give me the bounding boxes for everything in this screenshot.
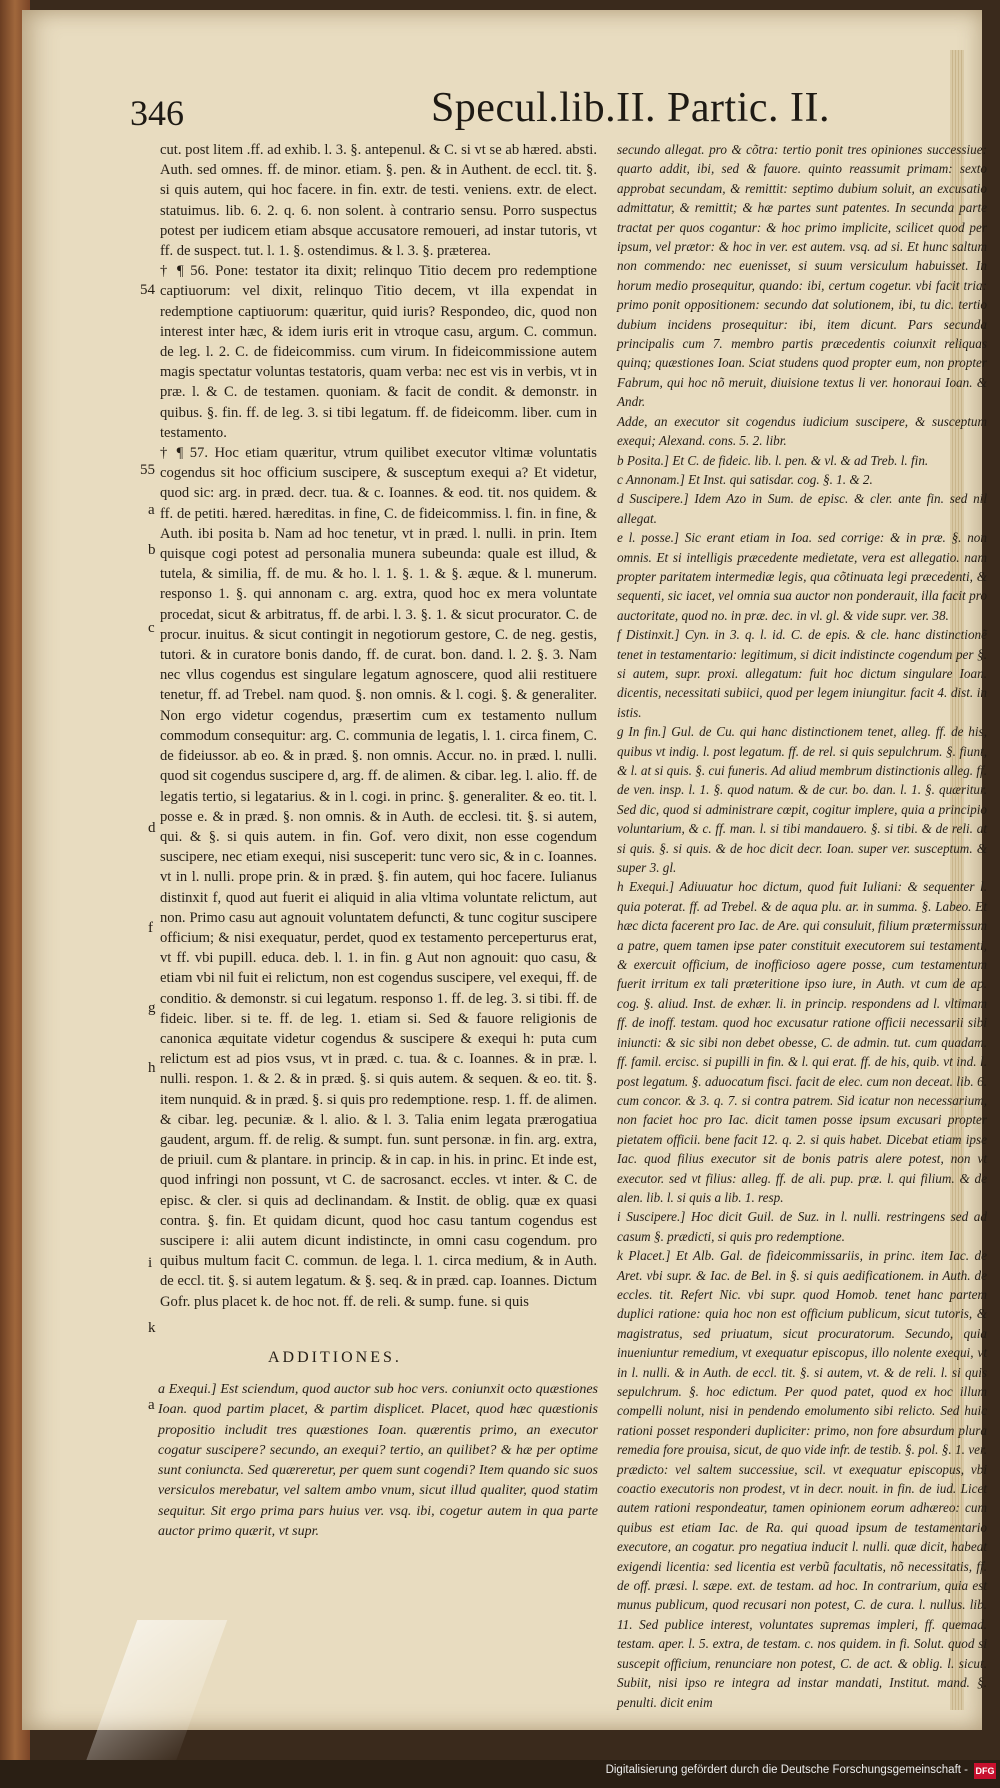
margin-letter-i: i bbox=[148, 1255, 153, 1271]
additions-title: ADDITIONES. bbox=[268, 1349, 402, 1366]
dfg-logo: DFG bbox=[974, 1763, 996, 1779]
margin-letter-g: g bbox=[148, 1000, 156, 1016]
right-paragraph: h Exequi.] Adiuuatur hoc dictum, quod fuit Iuliani: & sequenter l. quia poterat. ff. ad Trebel. & de aqua plu. ar. in summa. §. Labeo. Et hæc dicta facerent pro Iac. de Are. qui consuluit, filium prætermissum a patre, quem tamen ipse pater constituit executorem sui testamenti, & exercuit officium, de inofficioso agere posse, cum testamentum fuerit irritum ex tali præteritione ipso iure, in Auth. vt cum de ap. cog. §. aliud. Inst. de exhær. li. in princip. respondens ad l. vltimam ff. de inoff. testam. quod hoc excusatur ratione officii necessarii sibi iniuncti: & sic sibi non debet obesse, C. de admin. tut. cum quadam. ff. famil. ercisc. si pupilli in fin. & l. qui erat. ff. de his, quib. vt ind. l. post legatum. §. aduocatum fisci. facit de elec. cum non deceat. lib. 6. cum concor. & 3. q. 7. si contra patrem. Sid icatur non necessarium, non faciet hoc pro Iac. dicit tamen posse ipsum excusari propter pietatem officii. bene facit 12. q. 2. si quis habet. Dicebat etiam ipse Iac. quod filius executor sit de bonis patris alere potest, non vt executor. sed vt filius: alleg. ff. de ali. pup. præ. l. qui filium. & de alen. lib. l. si quis a lib. 1. resp. bbox=[617, 879, 987, 1205]
right-paragraph: d Suscipere.] Idem Azo in Sum. de episc. & cler. ante fin. sed nil allegat. bbox=[617, 491, 987, 526]
margin-number-55: 55 bbox=[140, 462, 155, 478]
right-paragraph: b Posita.] Et C. de fideic. lib. l. pen. & vl. & ad Treb. l. fin. bbox=[617, 452, 929, 468]
right-paragraph: f Distinxit.] Cyn. in 3. q. l. id. C. de epis. & cle. hanc distinctionẽ tenet in testamentario: legitimum, si dicit indistincte cogendum per §. si autem, supr. proxi. allegatum: fuit hoc dictum singulare Ioan. dicentis, necessitati subiici, quod per legem iniungitur. facit 4. dist. in istis. bbox=[617, 627, 987, 720]
margin-letter-k: k bbox=[148, 1320, 156, 1336]
left-paragraph: cut. post litem .ff. ad exhib. l. 3. §. antepenul. & C. si vt se ab hæred. absti. Auth. sed omnes. ff. de minor. etiam. §. pen. & in Authent. de eccl. tit. §. si quis autem, qui hoc facere. in fin. extr. de testi. veniens. extr. de elect. statuimus. lib. 6. 2. q. 6. non solent. à contrario sensu. Porro suspectus potest per iudicem etiam absque accusatore remoueri, ad instar tutoris, vt ff. de suspect. tut. l. 1. §. ostendimus. & l. 3. §. præterea. bbox=[160, 142, 597, 260]
margin-letter-a-additions: a bbox=[148, 1397, 155, 1413]
right-paragraph: k Placet.] Et Alb. Gal. de fideicommissariis, in princ. item Iac. de Aret. vbi supr. & Iac. de Bel. in §. si quis aedificationem. in Auth. de eccles. tit. Refert Nic. vbi supr. quod Homob. tenet hanc partem duplici ratione: quia hoc non est officium publicum, sicut tutoris, & magistratus, sed priuatum, sicut procuratorum. Secundo, quia inueniuntur remedium, vt exequatur episcopus, illo nolente exequi, vt in l. nulli. & in Auth. de eccl. tit. §. si autem, vt. & de reli. l. si quis sepulchrum. §. hoc edictum. Per quod patet, quod ex hoc illum compelli nolunt, nisi in pendendo emolumento sibi relicto. Sed huic rationi posset responderi dupliciter: primo, non fore absurdum plura remedia fore prouisa, sicut, de quo vide infr. de testib. §. pol. §. 1. ver. prædicto: vel saltem successiue, scil. vt exequatur episcopus, vbi coactio executoris non prodest, vt in decr. nouit. in fin. de iud. Licet autem rationi respondeatur, tamen opinionem eorum adhæreo: cum quibus est etiam Iac. de Ra. qui quoad ipsum de testamentario executore, an cogatur. pro negatiua inducit l. nulli. quæ dicit, habeat exigendi licentia: sed licentia est verbũ facultatis, nõ necessitatis, ff. de off. præsi. l. sæpe. ext. de testam. ad hoc. In contrarium, quia est munus publicum, quod recusari non potest, C. de cura. l. nullus. lib. 11. Sed publice interest, voluntates supremas impleri, ff. quemad. testam. aper. l. 5. extra, de testam. c. nos quidem. in fi. Solut. quod si suscepit officium, renunciare non potest, C. de act. & oblig. l. sicut. Subiit, nisi ipso re integra ad instar mandati, Institut. mand. §. penulti. dicit enim bbox=[617, 1248, 987, 1710]
right-paragraph: secundo allegat. pro & cõtra: tertio ponit tres opiniones successiue: quarto addit, ibi, sed & fauore. quinto reassumit primam: sexto approbat secundam, & remittit: septimo dubium soluit, an excusatio admittatur, & remittit; & hæ partes sunt patentes. In secunda parte tractat per quos cogantur: & hoc primo implicite, scilicet quod per ipsum, vel prætor: & hoc in ver. est autem. vsq. ad si. Et hunc saltum non commendo: nec euenisset, si suum versiculum habuisset. In horum medio prosequitur, quando: ibi, certum cogetur. vbi facit tria: primo ponit oppositionem: secundo dat solutionem, ibi, tu dic. tertio dubium incidens prosequitur: ibi, item dicunt. Pars secunda principalis cum 7. membro partis præcedentis coiunxit reliquas quinq; quæstiones Ioan. Sciat studens quod propter eum, non propter Fabrum, qui hoc nõ meruit, diuisione textus li ver. honoraui Ioan. & Andr. bbox=[617, 142, 987, 410]
right-paragraph: e l. posse.] Sic erant etiam in Ioa. sed corrige: & in præ. §. non omnis. Et si intelligis præcedente medietate, vera est allegatio. nam propter paritatem intermediæ legis, qua cõtinuata legi præcedenti, & sequenti, sic iacet, vel omnia sua auctor non ponderauit, illa facit pro auctoritate, quod no. in præ. dec. in vl. gl. & vide supr. ver. 38. bbox=[617, 530, 987, 623]
page-number: 346 bbox=[130, 93, 184, 133]
margin-letter-f: f bbox=[148, 920, 153, 936]
right-paragraph: c Annonam.] Et Inst. qui satisdar. cog. §. 1. & 2. bbox=[617, 471, 873, 487]
margin-letter-a: a bbox=[148, 502, 155, 518]
additions-column bbox=[158, 1380, 598, 1580]
margin-letter-h: h bbox=[148, 1060, 156, 1076]
additions-paragraph: a Exequi.] Est sciendum, quod auctor sub hoc vers. coniunxit octo quæstiones Ioan. quod partim placet, & partim displicet. Placet, quod hæc quæstionis propositio includit tres quæstiones Ioan. quærentis primo, an executor cogatur suscipere? secundo, an exequi? tertio, an quilibet? & hæ per optime sunt coniuncta. Sed quæreretur, per quem sunt cogendi? Item quando sic suos versiculos merebatur, vel saltem ambo vnum, sicut illud qualiter, quod statim sequitur. Sit ergo prima pars huius ver. vsq. ibi, cogetur autem in qua parte auctor primo quærit, vt supr. bbox=[158, 1382, 598, 1540]
left-column bbox=[160, 140, 597, 1440]
left-paragraph: † ¶ 57. Hoc etiam quæritur, vtrum quilibet executor vltimæ voluntatis cogendus sit hoc officium suscipere, & susceptum exequi a? Et videtur, quod sic: arg. in præd. decr. tua. & c. Ioannes. & eod. tit. nos quidem. & ff. de petiti. hæred. hæreditas. in fine, C. de fideicommiss. l. fin. in fine, & Auth. ibi posita b. Nam ad hoc tenetur, vt in præd. l. nulli. in prin. Item quisque cogi potest ad personalia munera subeunda: quale est illud, & tutela, & similia, ff. de mu. & ho. l. 1. §. 1. & §. æque. & l. munerum. responso 1. §. qui annonam c. arg. extra, quod hoc ex mera voluntate procedat, sicut & arbitratus, ff. de arbi. l. 3. §. 1. & sicut procurator. C. de procur. inuitus. & sicut contingit in negotiorum gestore, C. de neg. gestis, tutori. & in curatore bonis dando, ff. de curat. bon. dand. l. 2. §. 3. Nam nec vllus cogendus est singulare legatum agnoscere, quod alii restituere tenetur, ff. ad Trebel. nam quod. §. non omnis. & l. cogi. §. & generaliter. Non ergo videtur cogendus, præsertim cum ex testamento nullum commodum consequitur: arg. C. communia de legatis, l. 1. circa finem, C. de fideiussor. ab eo. & in præd. §. non omnis. Accur. no. in præd. l. nulli. quod sit cogendus suscipere d, arg. ff. de alimen. & cibar. leg. l. alio. ff. de legatis tertio, si legatarius. & in l. cogi. in princ. §. generaliter. & eo. tit. l. posse e. & in præd. §. non omnis. & in Auth. de ecclesi. tit. §. si autem, qui. & §. si quis autem. in fin. Gof. vero dixit, non esse cogendum suscipere, nec etiam exequi, nisi susceperit: tunc vero sic, & in c. Ioannes. vt in l. nulli. prope prin. & in præd. §. fin autem, qui hoc facere. Iulianus distinxit f, quod aut fuerit ei aliquid in alia vltima voluntate relictum, aut non. Primo casu aut agnouit voluntatem defuncti, & tunc cogitur suscipere officium; & nisi exequatur, perdet, quod ex testamento perceperturus erat, vt ff. vbi pupill. educa. deb. l. 1. in fin. g Aut non agnouit: quo casu, & etiam vbi nil fuit ei relictum, non est cogendus suscipere, vel exequi, ff. de conditio. & demonstr. si cui legatum. responso 1. ff. de leg. 3. si tibi. ff. de fideic. liber. si te. ff. de leg. 1. etiam si. Sed & fauore religionis de canonica æquitate videtur cogendus & suscipere & exequi h: puta cum relictum est ad pios vsus, vt in præd. c. tua. & c. Ioannes. & in præ. l. nulli. respon. 1. & 2. & in præd. §. si quis autem. & sequen. & eo. tit. §. item nunquid. & in præd. §. si quis pro redemptione. resp. 1. ff. de alimen. & cibar. leg. pecuniæ. & l. alio. & l. 3. Talia enim legata prærogatiua gaudent, argum. ff. de relig. & sumpt. fun. sunt personæ. in fin. arg. extra, de priuil. cum & plantare. in princip. & in cap. in his. in princ. Et inde est, quod infringi non possunt, vt C. de sacrosanct. eccles. vt inter. & C. de episc. & cler. si quis ad declinandam. & Instit. de oblig. quæ ex quasi contra. §. fin. Et quidam dicunt, quod hoc casu tantum cogendus est suscipere i: alii autem dicunt indistincte, in omni casu cogendum. pro quibus multum facit C. commun. de lega. l. 1. circa medium, & in Auth. de eccl. tit. §. si autem legatum. & §. seq. & in præd. cap. Ioannes. Dictum Gofr. plus placet k. de hoc not. ff. de reli. & sump. fune. si quis bbox=[160, 445, 597, 1310]
margin-number-54: 54 bbox=[140, 282, 155, 298]
right-paragraph: g In fin.] Gul. de Cu. qui hanc distinctionem tenet, alleg. ff. de his, quibus vt indig. l. post legatum. ff. de rel. si quis sepulchrum. §. fiunt, & l. at si quis. §. cui funeris. Ad aliud membrum distinctionis alleg. ff. de ven. insp. l. 1. §. quod natum. & de cur. bo. dan. l. 1. §. quæritur. Sed dic, quod si administrare cœpit, cogitur implere, quia a principio voluntarium, & c. ff. man. l. si tibi mandauero. §. si tibi. & de reli. at si quis. §. si quis. & de hoc dicit decr. Ioan. super ver. susceptum. & super 3. gl. bbox=[617, 724, 987, 876]
right-paragraph: i Suscipere.] Hoc dicit Guil. de Suz. in l. nulli. restringens sed ad casum §. prædicti, si quis pro redemptione. bbox=[617, 1209, 987, 1244]
margin-letter-d: d bbox=[148, 820, 156, 836]
running-title: Specul.lib.II. Partic. II. bbox=[430, 85, 830, 131]
page-header bbox=[130, 80, 830, 140]
right-column bbox=[617, 140, 987, 1710]
left-paragraph: † ¶ 56. Pone: testator ita dixit; relinquo Titio decem pro redemptione captiuorum: vel dixit, relinquo Titio decem, vt illa expendat in redemptione captiuorum: quæritur, quid iuris? Respondeo, dic, quod non interest inter hæc, & idem iuris erit in vtroque casu, argum. C. commun. de leg. l. 2. C. de fideicommiss. cum virum. In fideicommissione autem magis spectatur voluntas testatoris, quam verba: nec est vis in verbis, vt in præ. l. & C. de testamen. quoniam. & facit de condit. & demonstr. in quibus. §. fin. ff. de leg. 3. si tibi legatum. ff. de fideicomm. liber. cum in testamento. bbox=[160, 263, 597, 441]
margin-letter-c: c bbox=[148, 620, 155, 636]
right-paragraph: Adde, an executor sit cogendus iudicium suscipere, & susceptum exequi; Alexand. cons. 5. 2. libr. bbox=[617, 413, 987, 449]
margin-letter-b: b bbox=[148, 542, 156, 558]
footer-credit: Digitalisierung gefördert durch die Deutsche Forschungsgemeinschaft - bbox=[605, 1764, 968, 1776]
